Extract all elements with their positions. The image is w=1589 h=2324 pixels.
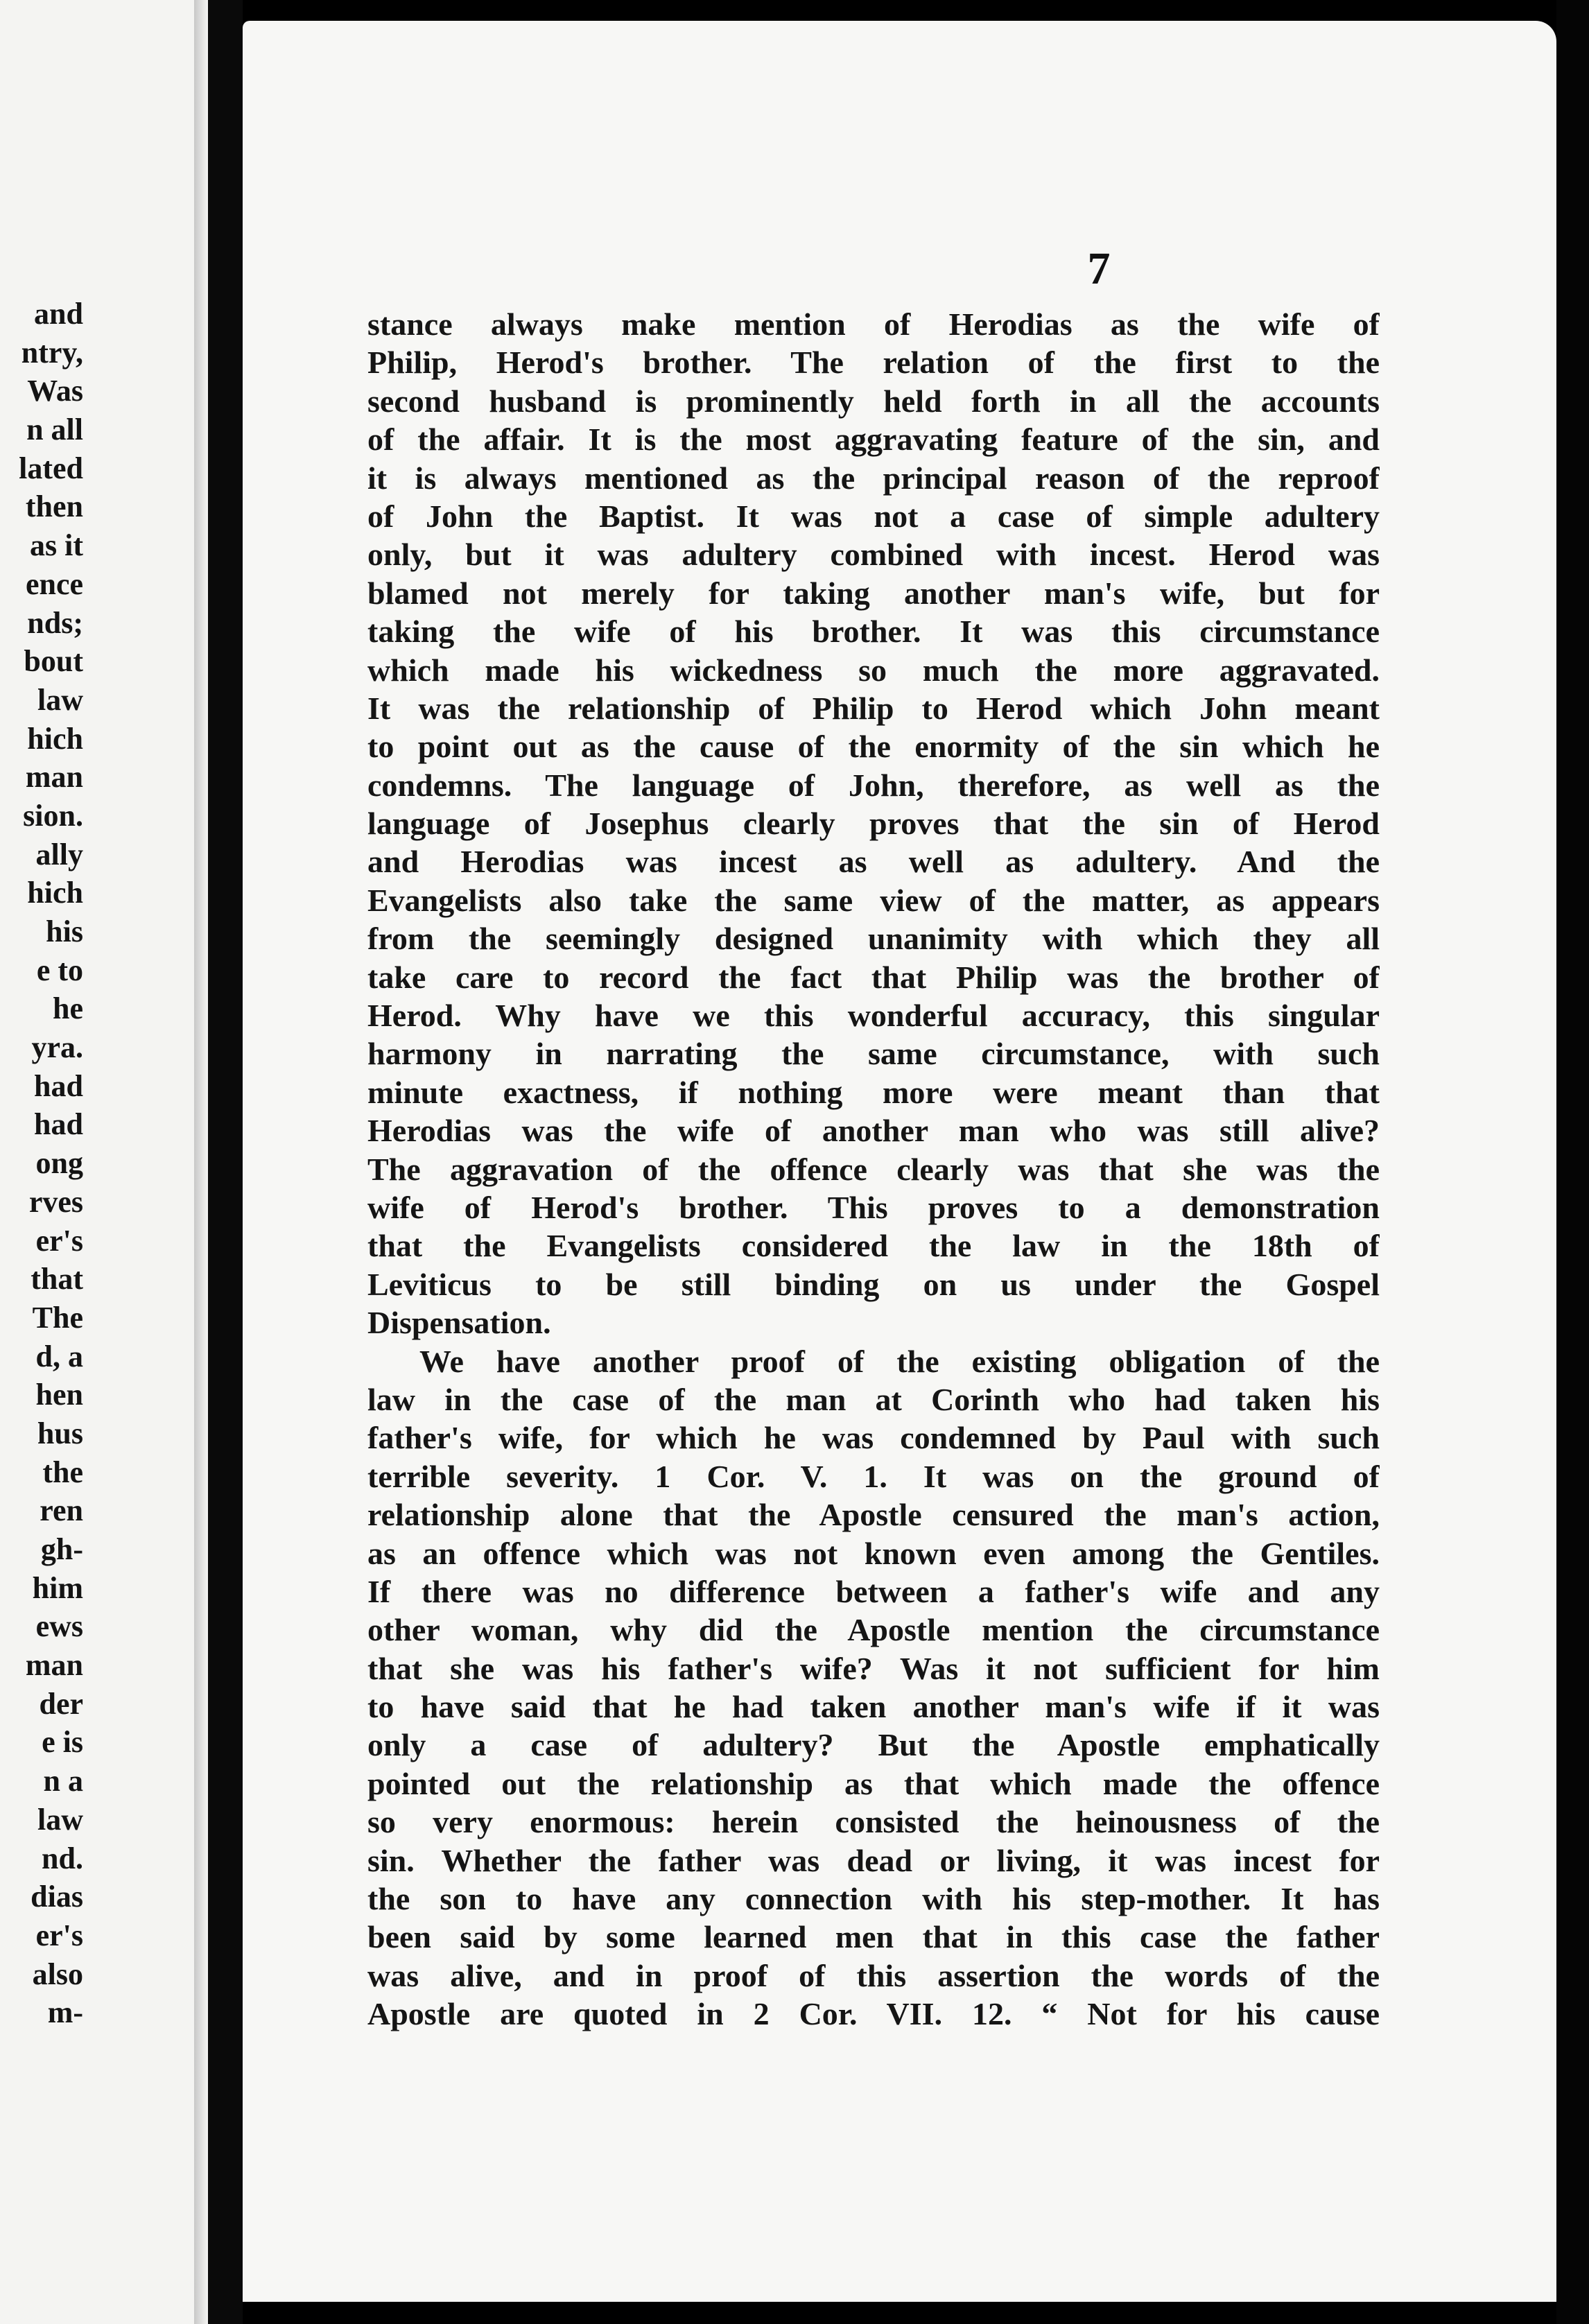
text-line: law in the case of the man at Corinth who had taken his	[367, 1381, 1380, 1417]
text-line: that the Evangelists considered the law in the 18th of	[367, 1228, 1380, 1264]
text-line: Herodias was the wife of another man who was still alive?	[367, 1113, 1380, 1149]
text-line: blamed not merely for taking another man's wife, but for	[367, 575, 1380, 611]
left-page-fragment: man	[25, 760, 83, 795]
left-facing-page	[0, 0, 208, 2324]
left-page-fragment: the	[42, 1455, 83, 1489]
left-page-fragment: bout	[24, 644, 83, 679]
text-line: to have said that he had taken another man's wife if it was	[367, 1689, 1380, 1725]
left-page-fragment: as it	[30, 528, 83, 563]
text-line: it is always mentioned as the principal reason of the reproof	[367, 460, 1380, 496]
left-page-fragment: ews	[35, 1609, 83, 1644]
left-page-gutter-shadow	[194, 0, 208, 2324]
text-line: take care to record the fact that Philip was the brother of	[367, 959, 1380, 995]
text-line: pointed out the relationship as that which made the offence	[367, 1765, 1380, 1801]
left-page-fragment: hus	[37, 1416, 83, 1450]
left-page-fragment: ntry,	[21, 335, 83, 370]
left-page-fragment: ence	[25, 566, 83, 601]
left-page-fragment: sion.	[23, 798, 83, 833]
text-line: father's wife, for which he was condemned by Paul with such	[367, 1420, 1380, 1456]
text-line: minute exactness, if nothing more were meant than that	[367, 1074, 1380, 1110]
text-line: was alive, and in proof of this assertion the words of the	[367, 1957, 1380, 1993]
text-line: It was the relationship of Philip to Herod which John meant	[367, 690, 1380, 726]
left-page-fragment: e to	[36, 953, 83, 987]
left-page-fragment: dias	[31, 1880, 83, 1914]
left-page-fragment: then	[25, 489, 83, 524]
text-line: and Herodias was incest as well as adultery. And the	[367, 844, 1380, 880]
left-page-fragment: nds;	[27, 605, 83, 640]
right-edge-shadow	[1556, 0, 1589, 2324]
text-line: other woman, why did the Apostle mention the circumstance	[367, 1612, 1380, 1648]
text-line: only, but it was adultery combined with incest. Herod was	[367, 537, 1380, 573]
text-line: from the seemingly designed unanimity with which they all	[367, 921, 1380, 957]
left-page-fragment: der	[39, 1686, 83, 1721]
left-page-fragment: n all	[26, 413, 83, 447]
left-page-fragment: gh-	[40, 1532, 83, 1566]
left-page-fragment: he	[53, 991, 83, 1026]
left-page-fragment: er's	[35, 1918, 83, 1952]
left-page-fragment: had	[34, 1068, 83, 1103]
text-line: which made his wickedness so much the more aggravated.	[367, 652, 1380, 688]
left-page-fragment: rves	[28, 1184, 83, 1219]
left-page-fragment: The	[32, 1300, 83, 1335]
text-line: Dispensation.	[367, 1305, 551, 1341]
text-line: so very enormous: herein consisted the heinousness of the	[367, 1804, 1380, 1840]
text-line: wife of Herod's brother. This proves to a demonstration	[367, 1189, 1380, 1225]
text-line: Philip, Herod's brother. The relation of the first to the	[367, 345, 1380, 381]
text-line: Herod. Why have we this wonderful accuracy, this singular	[367, 998, 1380, 1034]
left-page-fragment: nd.	[42, 1841, 83, 1875]
left-page-fragment: ren	[40, 1493, 83, 1528]
left-page-fragment: n a	[43, 1764, 83, 1798]
left-page-fragment: lated	[19, 451, 83, 485]
left-page-fragment: hen	[35, 1378, 83, 1412]
text-line: only a case of adultery? But the Apostle emphatically	[367, 1727, 1380, 1763]
left-page-fragment: man	[25, 1648, 83, 1683]
text-line: Leviticus to be still binding on us under the Gospel	[367, 1266, 1380, 1302]
left-page-fragment: law	[37, 682, 83, 717]
left-page-fragment: his	[46, 914, 83, 948]
left-page-fragment: had	[34, 1107, 83, 1142]
text-line: stance always make mention of Herodias as the wife of	[367, 306, 1380, 342]
text-line: as an offence which was not known even among the Gentiles.	[367, 1535, 1380, 1571]
left-page-fragment: ally	[35, 837, 83, 872]
text-line: Evangelists also take the same view of the matter, as appears	[367, 882, 1380, 918]
text-line: relationship alone that the Apostle censured the man's action,	[367, 1497, 1380, 1533]
text-line: of the affair. It is the most aggravating feature of the sin, and	[367, 422, 1380, 458]
text-line: terrible severity. 1 Cor. V. 1. It was on the ground of	[367, 1458, 1380, 1494]
left-page-fragment: hich	[27, 721, 83, 756]
text-line: If there was no difference between a father's wife and any	[367, 1573, 1380, 1609]
text-line: second husband is prominently held forth in all the accounts	[367, 383, 1380, 419]
left-page-fragment: him	[32, 1570, 83, 1605]
left-page-fragment: Was	[27, 374, 83, 408]
left-page-fragment: that	[31, 1262, 83, 1297]
page-number: 7	[1087, 243, 1111, 294]
text-line: condemns. The language of John, therefore, as well as the	[367, 767, 1380, 803]
text-line: sin. Whether the father was dead or living, it was incest for	[367, 1842, 1380, 1878]
text-line: to point out as the cause of the enormity of the sin which he	[367, 729, 1380, 765]
left-page-fragment: d, a	[35, 1339, 83, 1373]
text-line: harmony in narrating the same circumstance, with such	[367, 1036, 1380, 1072]
left-page-fragment: yra.	[31, 1030, 83, 1065]
left-page-fragment: law	[37, 1802, 83, 1837]
text-line: Apostle are quoted in 2 Cor. VII. 12. “ Not for his cause	[367, 1996, 1380, 2032]
left-page-fragment: also	[32, 1957, 83, 1991]
book-spine	[208, 0, 243, 2324]
text-line: We have another proof of the existing obligation of the	[419, 1343, 1380, 1379]
body-text	[367, 305, 1380, 2034]
left-page-fragment: ong	[35, 1146, 83, 1181]
text-line: The aggravation of the offence clearly was that she was the	[367, 1151, 1380, 1187]
text-line: language of Josephus clearly proves that the sin of Herod	[367, 806, 1380, 842]
left-page-fragment: m-	[47, 1995, 83, 2030]
text-line: taking the wife of his brother. It was this circumstance	[367, 614, 1380, 650]
text-line: the son to have any connection with his step-mother. It has	[367, 1881, 1380, 1917]
text-line: been said by some learned men that in this case the father	[367, 1919, 1380, 1955]
main-page	[243, 21, 1556, 2302]
left-page-fragment: er's	[35, 1223, 83, 1258]
left-page-fragment: and	[34, 297, 83, 331]
left-page-fragment: e is	[42, 1725, 83, 1760]
left-page-text-fragments	[0, 295, 83, 2032]
text-line: that she was his father's wife? Was it not sufficient for him	[367, 1650, 1380, 1686]
text-line: of John the Baptist. It was not a case of simple adultery	[367, 498, 1380, 534]
left-page-fragment: hich	[27, 876, 83, 910]
